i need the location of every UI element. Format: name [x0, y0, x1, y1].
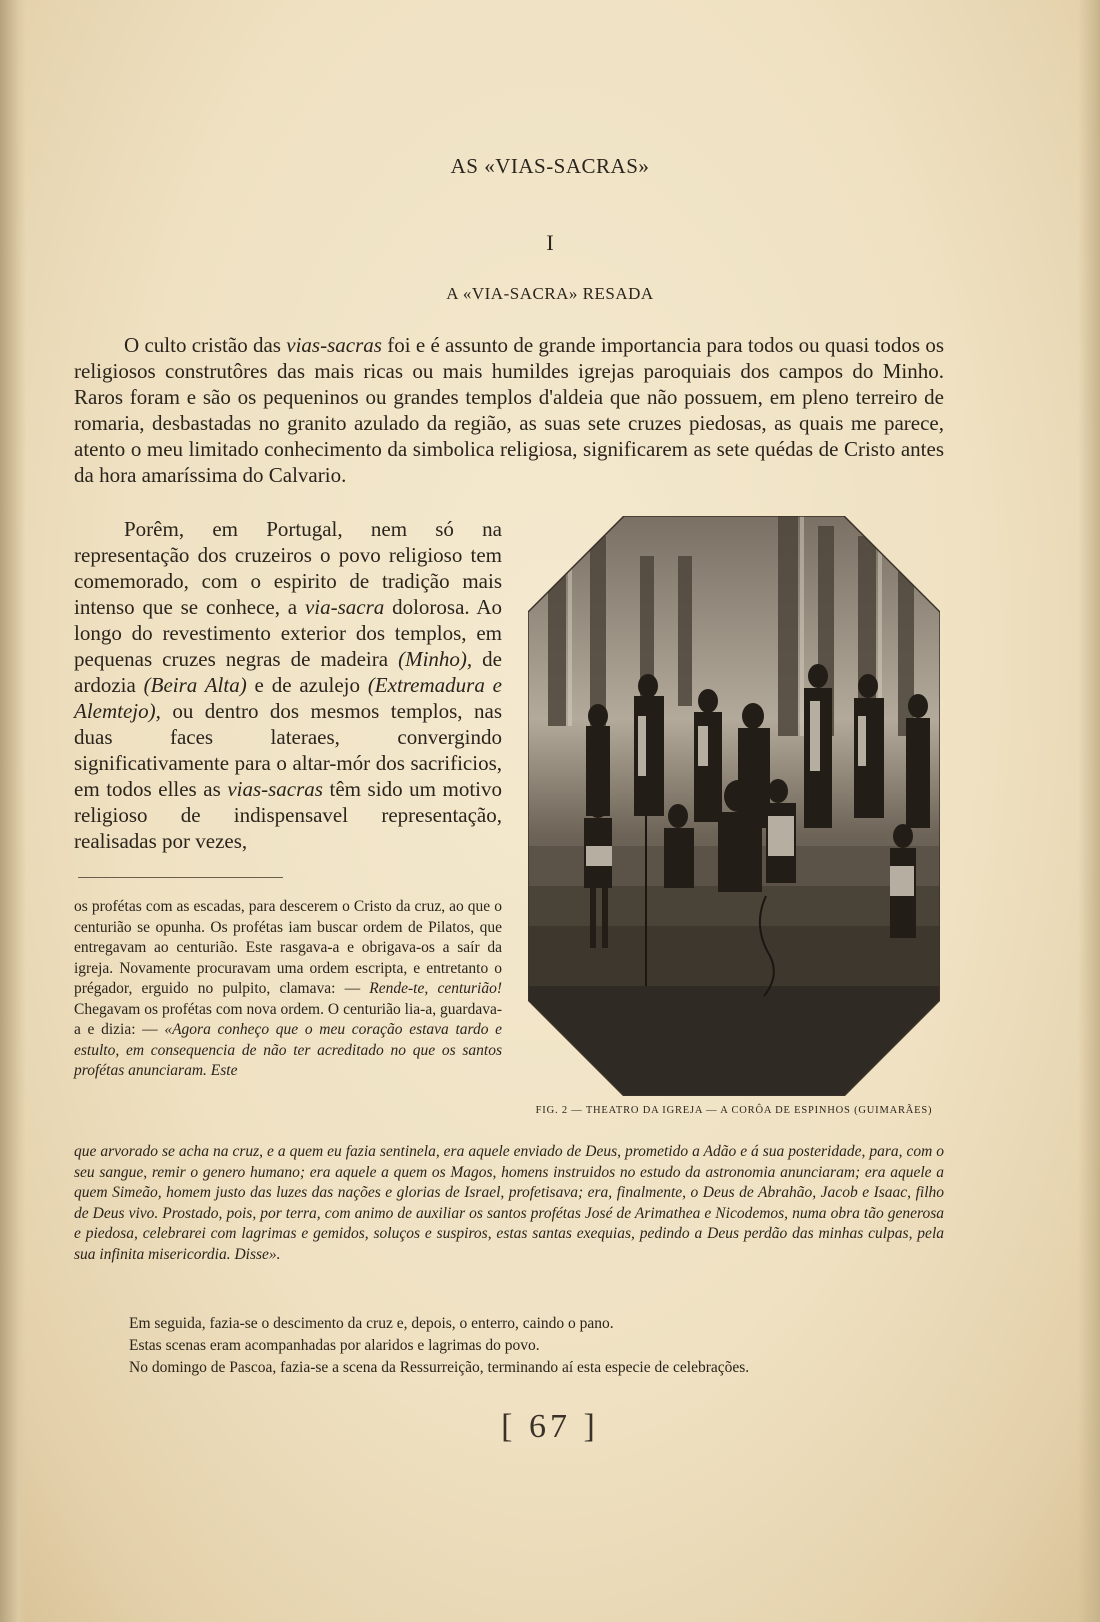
paragraph-1: O culto cristão das vias-sacras foi e é assunto de grande importancia para todos ou quasi todos os religiosos construtôres das mais ricas ou mais humildes igrejas paroquiais dos campos do Minho. Raros foram e são os pequeninos ou grandes templos d'aldeia que não possuem, em pleno terreiro de romaria, desbastadas no granito azulado da região, as suas sete cruzes piedosas, as quais me parece, atento o meu limitado conhecimento da simbolica religiosa, significarem as sete quédas de Cristo antes da hora amaríssima do Calvario.	[74, 333, 944, 487]
chapter-title: AS «VIAS-SACRAS»	[450, 154, 650, 178]
footnote-column: os profétas com as escadas, para descerem o Cristo da cruz, ao que o centurião se opunha. Os profétas iam buscar ordem de Pilatos, que entregavam ao centurião. Este rasgava-a e obrigava-os a saír da igreja. Novamente procuravam uma ordem escripta, e entretanto o prégador, erguido no pulpito, clamava: — Rende-te, centurião! Chegavam os profétas com nova ordem. O centurião lia-a, guardava-a e dizia: — «Agora conheço que o meu coração estava tardo e estulto, em consequencia de não ter acreditado no que os santos profétas anunciaram. Este	[74, 898, 503, 1079]
footnote-line: No domingo de Pascoa, fazia-se a scena da Ressurreição, terminando aí esta especie de celebrações.	[129, 1359, 750, 1376]
figure-caption: FIG. 2 — THEATRO DA IGREJA — A CORÔA DE ESPINHOS (GUIMARÃES)	[535, 1105, 933, 1116]
section-number: I	[546, 230, 554, 255]
figure-photograph	[528, 516, 940, 1096]
footnote-continuation: que arvorado se acha na cruz, e a quem eu fazia sentinela, era aquele enviado de Deus, prometido a Adão e á sua posteridade, para, com o seu sangue, remir o genero humano; era aquele a quem os Magos, homens instruidos no estudo da astronomia anunciaram; era aquele a quem Simeão, homem justo das luzes das nações e glorias de Israel, profetisava; era, finalmente, o Deus de Abrahão, Jacob e Isaac, filho de Deus vivo. Prostado, pois, por terra, com animo de auxiliar os santos profétas José de Arimathea e Nicodemos, numa obra tão generosa e piedosa, celebrarei com lagrimas e gemidos, soluços e suspiros, estas santas exequias, pedindo a Deus perdão das minhas culpas, pela sua infinita misericordia. Disse».	[74, 1143, 944, 1263]
footnote-line: Em seguida, fazia-se o descimento da cruz e, depois, o enterro, caindo o pano.	[129, 1315, 614, 1332]
footnote-line: Estas scenas eram acompanhadas por alaridos e lagrimas do povo.	[129, 1337, 540, 1354]
footnote-closing-lines	[74, 1313, 954, 1379]
page-number: [ 67 ]	[501, 1408, 599, 1445]
paragraph-2: Porêm, em Portugal, nem só na representação dos cruzeiros o povo religioso tem comemorado, com o espirito de tradição mais intenso que se conhece, a via-sacra dolorosa. Ao longo do revestimento exterior dos templos, em pequenas cruzes negras de madeira (Minho), de ardozia (Beira Alta) e de azulejo (Extremadura e Alemtejo), ou dentro dos mesmos templos, nas duas faces lateraes, convergindo significativamente para o altar-mór dos sacrificios, em todos elles as vias-sacras têm sido um motivo religioso de indispensavel representação, realisadas por vezes,	[74, 517, 503, 853]
footnote-divider	[78, 877, 283, 878]
section-subtitle: A «VIA-SACRA» RESADA	[446, 284, 654, 303]
